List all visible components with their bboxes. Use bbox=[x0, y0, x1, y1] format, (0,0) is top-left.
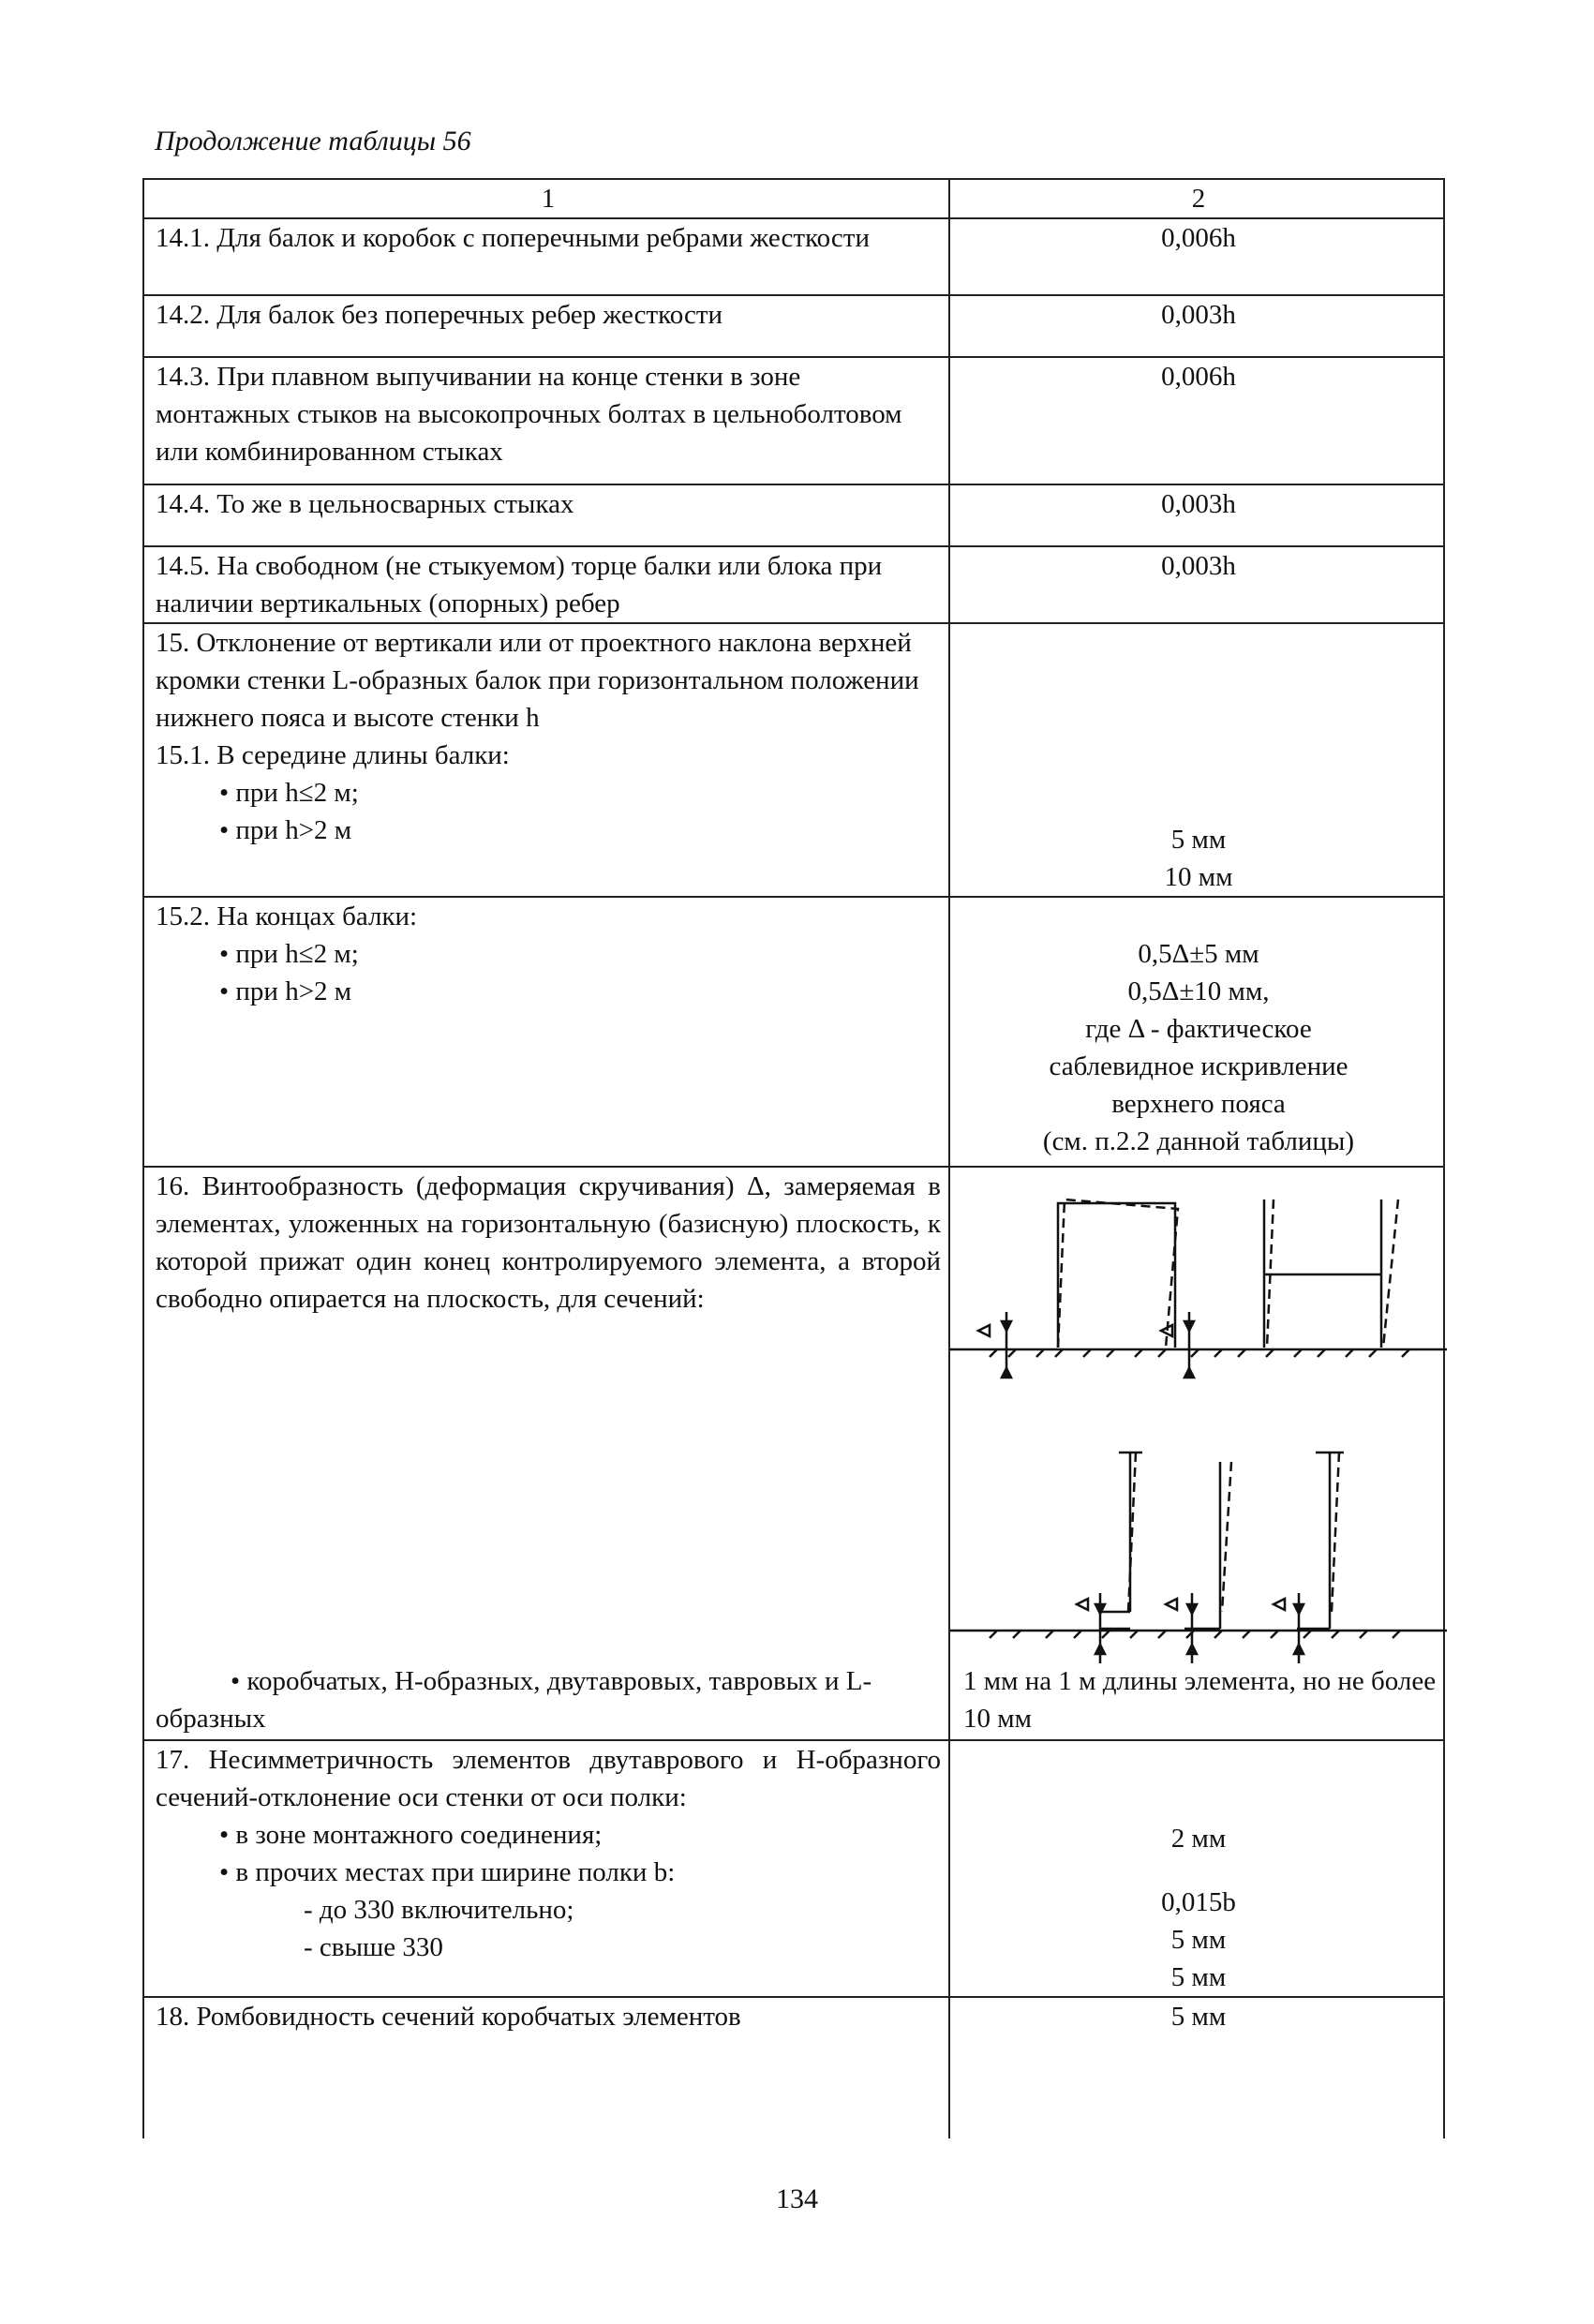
row-14-4-value: 0,003h bbox=[949, 484, 1444, 546]
row-17-dash-1: - до 330 включительно; bbox=[304, 1895, 574, 1925]
row-17-bullet-1: • в зоне монтажного соединения; bbox=[156, 1816, 941, 1854]
row-17-value-1: 2 мм bbox=[1170, 1824, 1227, 1854]
row-14-5-text: 14.5. На свободном (не стыкуемом) торце балки или блока при наличии вертикальных (опорных) ребер bbox=[143, 546, 949, 623]
row-15-1-bullet-1: • при h≤2 м; bbox=[156, 774, 941, 812]
table-row bbox=[143, 1740, 1444, 1997]
table-row bbox=[143, 897, 1444, 1167]
table-caption: Продолжение таблицы 56 bbox=[155, 126, 471, 156]
page-number: 134 bbox=[776, 2183, 818, 2214]
torsion-sections-figure bbox=[950, 1171, 1447, 1668]
row-15-2-note-3: верхнего пояса bbox=[1111, 1089, 1286, 1119]
table-row bbox=[143, 357, 1444, 484]
row-15-2-value-2: 0,5Δ±10 мм, bbox=[1127, 976, 1270, 1006]
row-14-2-value: 0,003h bbox=[949, 295, 1444, 357]
header-col-1: 1 bbox=[143, 179, 949, 218]
table-row bbox=[143, 218, 1444, 295]
table-row bbox=[143, 1997, 1444, 2138]
row-15-1-bullet-2: • при h>2 м bbox=[156, 812, 941, 849]
row-17-text: 17. Несимметричность элементов двутаврового и Н-образного сечений-отклонение оси стенки от оси полки: bbox=[156, 1745, 941, 1812]
table-row bbox=[143, 484, 1444, 546]
table-row bbox=[143, 546, 1444, 623]
row-17-value-3: 5 мм bbox=[1170, 1925, 1227, 1955]
row-15-2-value-1: 0,5Δ±5 мм bbox=[1138, 939, 1259, 969]
row-14-5-value: 0,003h bbox=[949, 546, 1444, 623]
row-15-2-bullet-1: • при h≤2 м; bbox=[156, 935, 941, 973]
row-15-text: 15. Отклонение от вертикали или от проектного наклона верхней кромки стенки L-образных балок при горизонтальном положении нижнего пояса и высоте стенки h bbox=[156, 628, 919, 733]
table-header-row bbox=[143, 179, 1444, 218]
row-15-2-note-1: где Δ - фактическое bbox=[1085, 1014, 1312, 1044]
row-14-1-value: 0,006h bbox=[949, 218, 1444, 295]
row-15-1-value-2: 10 мм bbox=[1164, 862, 1233, 892]
row-15-2-bullet-2: • при h>2 м bbox=[156, 973, 941, 1010]
row-14-3-value: 0,006h bbox=[949, 357, 1444, 484]
row-15-2-note-2: саблевидное искривление bbox=[1049, 1051, 1348, 1081]
row-17-bullet-2: • в прочих местах при ширине полки b: bbox=[156, 1854, 941, 1891]
row-15-1-value-1: 5 мм bbox=[1170, 825, 1227, 855]
row-17-dash-2: - свыше 330 bbox=[304, 1932, 443, 1962]
row-17-value-4: 5 мм bbox=[1170, 1962, 1227, 1992]
row-18-value: 5 мм bbox=[949, 1997, 1444, 2138]
header-col-2: 2 bbox=[949, 179, 1444, 218]
box-section-outline bbox=[1058, 1203, 1175, 1348]
row-16-value: 1 мм на 1 м длины элемента, но не более 10 мм bbox=[963, 1666, 1437, 1734]
row-15-2-note-4: (см. п.2.2 данной таблицы) bbox=[1042, 1126, 1355, 1156]
row-15-1-subtitle: 15.1. В середине длины балки: bbox=[156, 740, 510, 770]
table-row bbox=[143, 295, 1444, 357]
row-14-3-text: 14.3. При плавном выпучивании на конце стенки в зоне монтажных стыков на высокопрочных болтах в цельноболтовом или комбинированном стыках bbox=[143, 357, 949, 484]
table-row bbox=[143, 1167, 1444, 1740]
row-18-text: 18. Ромбовидность сечений коробчатых элементов bbox=[143, 1997, 949, 2138]
row-16-text: 16. Винтообразность (деформация скручивания) Δ, замеряемая в элементах, уложенных на горизонтальную (базисную) плоскость, к которой прижат один конец контролируемого элемента, а второй свободно опирается на плоскость, для сечений: bbox=[156, 1171, 941, 1314]
tolerance-table bbox=[142, 178, 1445, 2138]
row-15-2-text: 15.2. На концах балки: bbox=[156, 901, 418, 931]
row-14-2-text: 14.2. Для балок без поперечных ребер жесткости bbox=[143, 295, 949, 357]
table-row bbox=[143, 623, 1444, 897]
row-16-bullet: • коробчатых, Н-образных, двутавровых, тавровых и L-образных bbox=[156, 1662, 941, 1737]
row-14-4-text: 14.4. То же в цельносварных стыках bbox=[143, 484, 949, 546]
row-17-value-2: 0,015b bbox=[1161, 1887, 1236, 1917]
box-section-deformed bbox=[1058, 1199, 1178, 1348]
row-14-1-text: 14.1. Для балок и коробок с поперечными ребрами жесткости bbox=[143, 218, 949, 295]
